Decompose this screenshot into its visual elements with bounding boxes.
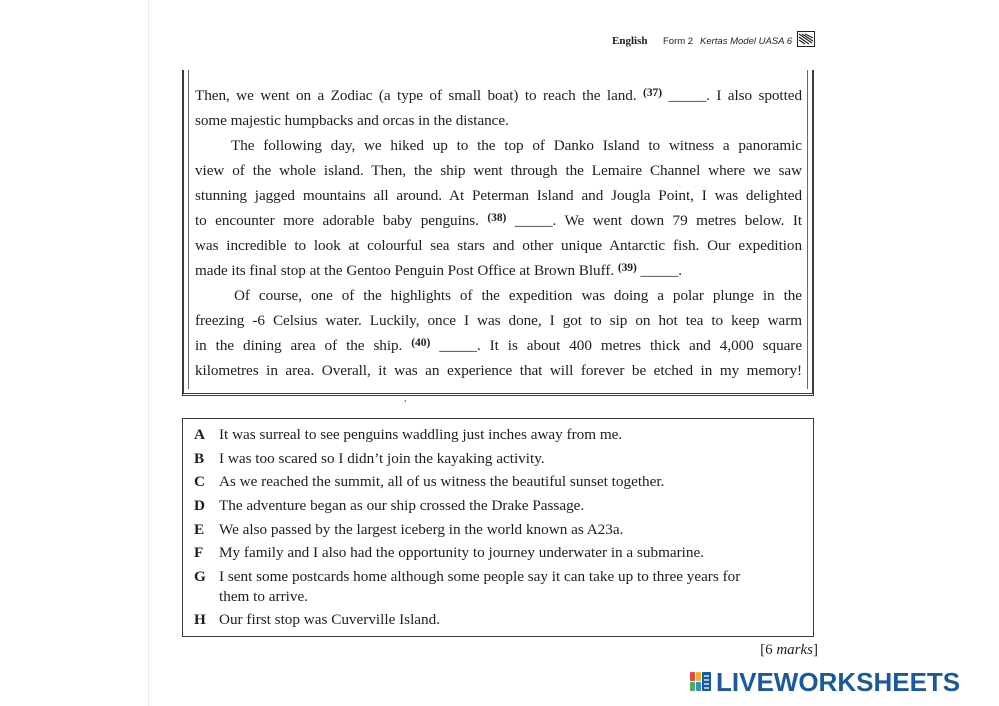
option-text: My family and I also had the opportunity to journey underwater in a submarine. xyxy=(219,544,705,561)
blank-40[interactable]: _____. It is about 400 metres thick and 4,000 square xyxy=(439,337,803,354)
passage-line-1: Then, we went on a Zodiac (a type of small boat) to reach the land. $^{(37)}$ _____. I also spotted xyxy=(195,87,803,104)
passage-line-9: Of course, one of the highlights of the expedition was doing a polar plunge in the xyxy=(234,287,802,304)
option-letter: G xyxy=(194,568,206,585)
option-letter: A xyxy=(194,426,205,443)
option-letter: C xyxy=(194,473,205,490)
option-letter: D xyxy=(194,497,205,514)
option-text: Our first stop was Cuverville Island. xyxy=(219,611,441,628)
passage-line-3: The following day, we hiked up to the top of Danko Island to witness a panoramic xyxy=(231,137,802,154)
option-text: I sent some postcards home although some people say it can take up to three years for xyxy=(219,568,741,585)
blank-39[interactable]: _____. xyxy=(640,262,683,279)
page-header xyxy=(600,31,820,51)
passage-line-5: stunning jagged mountains all around. At Peterman Island and Jougla Point, I was delighted xyxy=(195,187,802,204)
passage-line-6: to encounter more adorable baby penguins. $^{(38)}$ _____. We went down 79 metres below. It xyxy=(195,212,803,229)
passage-line-7: was incredible to look at colourful sea stars and other unique Antarctic fish. Our expedition xyxy=(195,237,802,254)
option-letter: E xyxy=(194,521,205,538)
stray-mark: , xyxy=(404,393,407,404)
header-subject: English xyxy=(612,35,648,47)
page-edge xyxy=(148,0,149,706)
liveworksheets-logo xyxy=(690,668,990,696)
passage-line-2: some majestic humpbacks and orcas in the distance. xyxy=(195,112,509,129)
option-text: The adventure began as our ship crossed the Drake Passage. xyxy=(219,497,585,514)
passage-line-4: view of the whole island. Then, the ship went through the Lemaire Channel where we saw xyxy=(195,162,802,179)
question-38-number: (38) xyxy=(487,212,507,224)
liveworksheets-grid-icon xyxy=(690,672,712,692)
option-letter: B xyxy=(194,450,205,467)
option-text: We also passed by the largest iceberg in the world known as A23a. xyxy=(219,521,624,538)
marks-label: [6 marks] xyxy=(760,642,818,658)
option-text: As we reached the summit, all of us witness the beautiful sunset together. xyxy=(219,473,665,490)
publisher-stripes-icon xyxy=(797,31,815,47)
option-letter: H xyxy=(194,611,206,628)
option-text-continued: them to arrive. xyxy=(219,588,308,605)
passage-line-11: in the dining area of the ship. $^{(40)}$ _____. It is about 400 metres thick and 4,000 square xyxy=(195,337,803,354)
question-39-number: (39) xyxy=(617,262,637,274)
option-letter: F xyxy=(194,544,204,561)
passage-line-12: kilometres in area. Overall, it was an experience that will forever be etched in my memory! xyxy=(195,362,802,379)
option-text: I was too scared so I didn’t join the kayaking activity. xyxy=(219,450,545,467)
passage-line-8: made its final stop at the Gentoo Penguin Post Office at Brown Bluff. $^{(39)}$ _____. xyxy=(195,262,683,279)
header-paper-title: Kertas Model UASA 6 xyxy=(700,36,793,47)
blank-38[interactable]: _____. We went down 79 metres below. It xyxy=(514,212,803,229)
header-form: Form 2 xyxy=(663,36,694,47)
option-text: It was surreal to see penguins waddling just inches away from me. xyxy=(219,426,623,443)
question-37-number: (37) xyxy=(643,87,663,99)
question-40-number: (40) xyxy=(411,337,431,349)
passage-line-10: freezing -6 Celsius water. Luckily, once I was done, I got to sip on hot tea to keep warm xyxy=(195,312,802,329)
liveworksheets-wordmark: LIVEWORKSHEETS xyxy=(716,667,961,697)
blank-37[interactable]: _____. I also spotted xyxy=(668,87,803,104)
